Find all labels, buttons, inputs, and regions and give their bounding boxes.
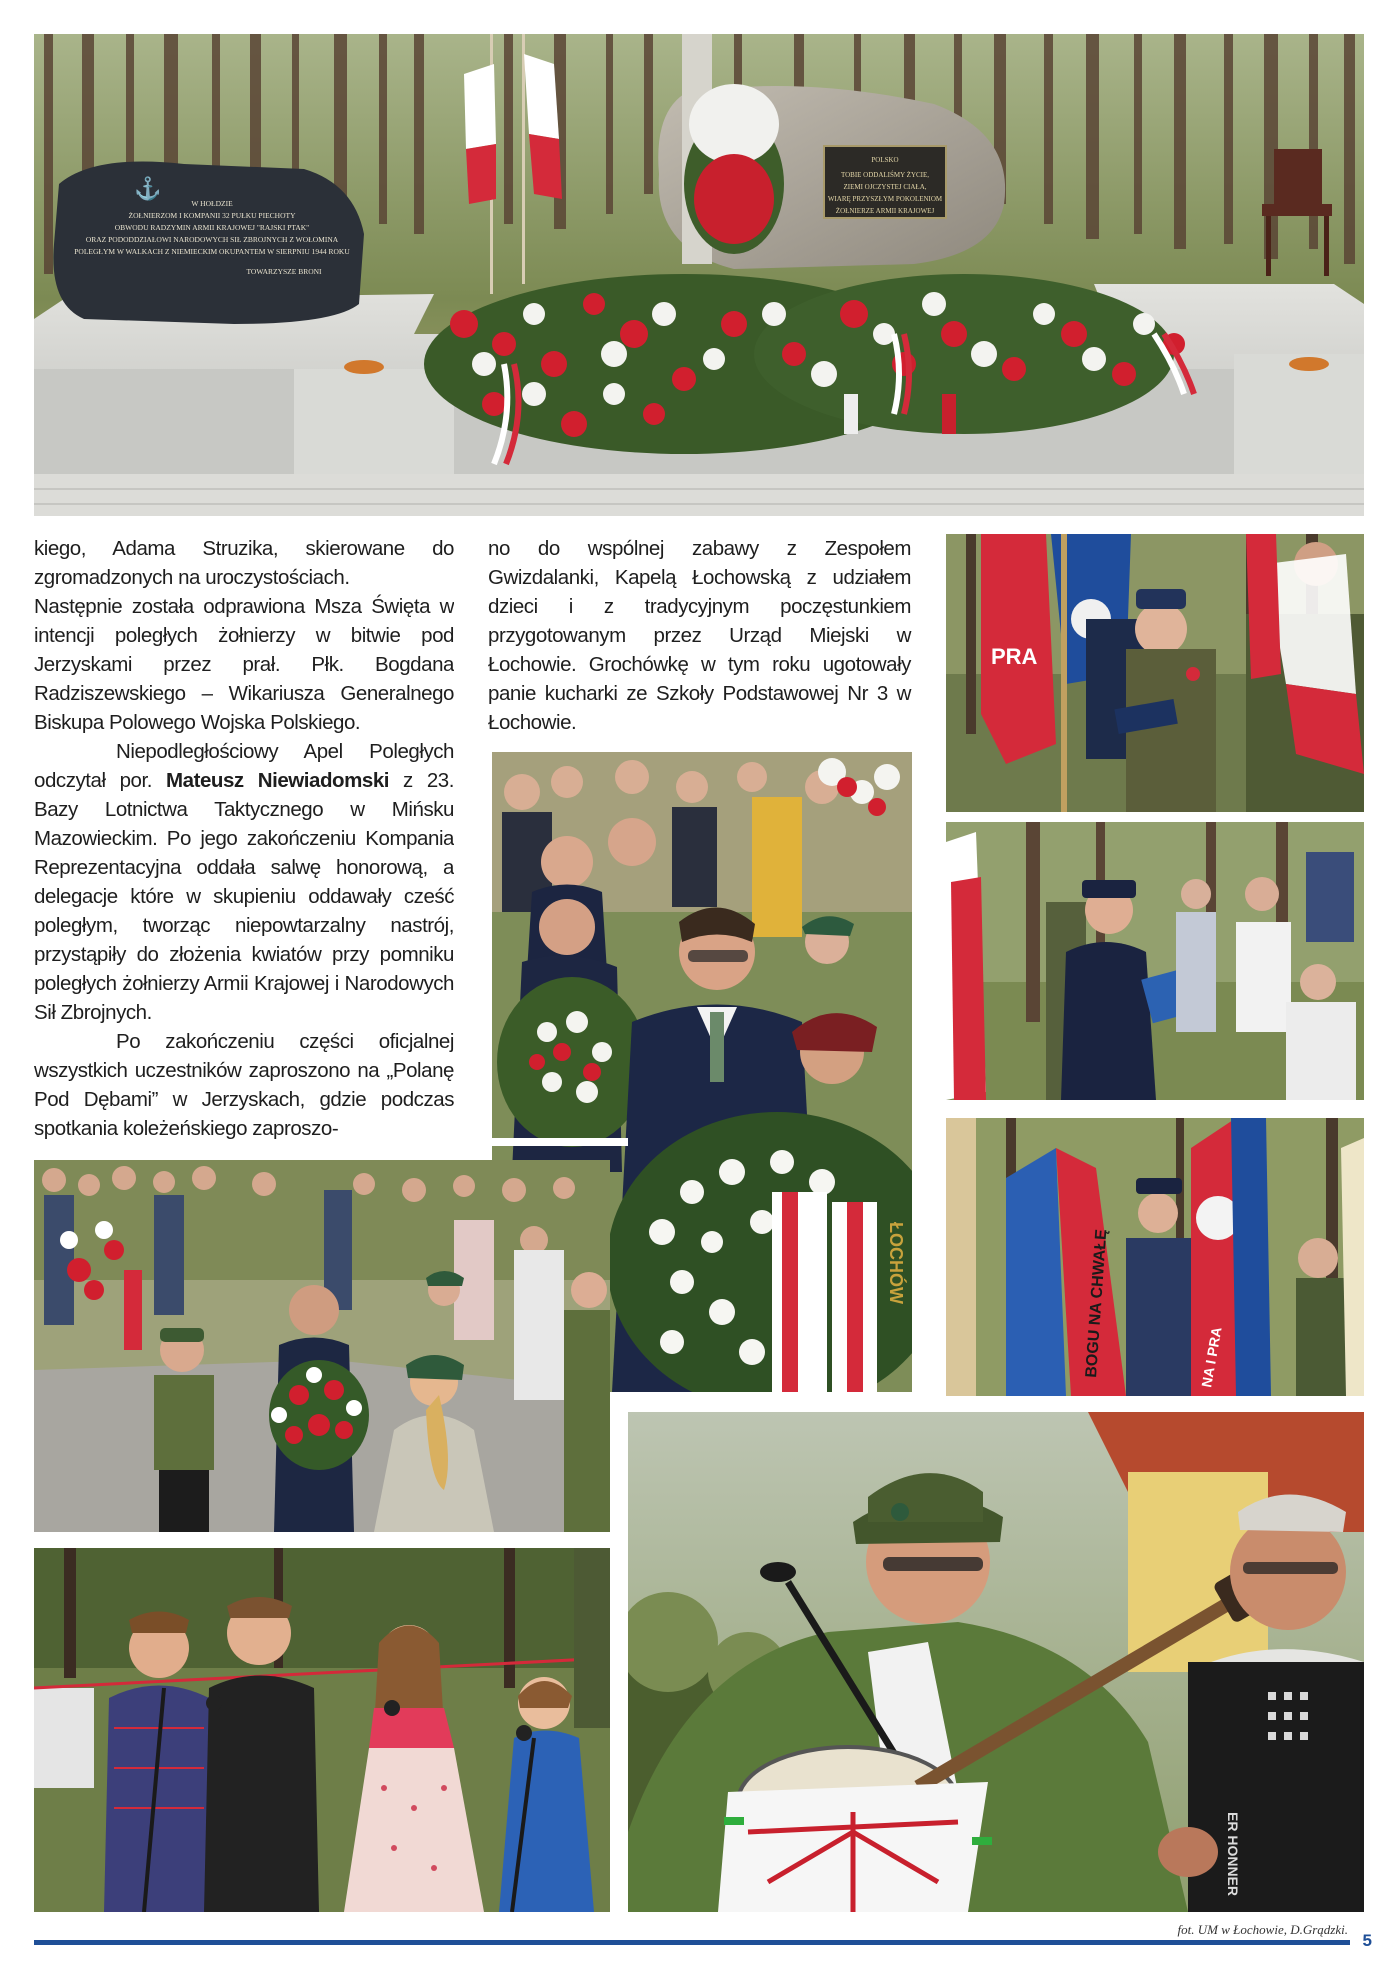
photo-band-musicians — [628, 1412, 1364, 1912]
footer-rule — [34, 1940, 1350, 1945]
plaque-right-line2: TOBIE ODDALIŚMY ŻYCIE, — [840, 171, 930, 179]
page-number: 5 — [1362, 1931, 1372, 1950]
plaque-left-line3: OBWODU RADZYMIN ARMII KRAJOWEJ "RAJSKI PTAK" — [114, 223, 310, 232]
kotwica-symbol: ⚓ — [134, 176, 162, 201]
banner-ojczyzna-text: NA I PRA — [1198, 1325, 1225, 1389]
banner-bogu-text: BOGU NA CHWAŁĘ — [1083, 1228, 1111, 1379]
flag-ribbon-text: PRA — [991, 644, 1038, 669]
photo-credit: fot. UM w Łochowie, D.Grądzki. — [1177, 1922, 1348, 1937]
photo-divider — [488, 1138, 628, 1146]
article-col1-p2: Następnie została odprawiona Msza Święta w intencji poległych żołnierzy w bitwie pod Jerzyskami przez prał. Płk. Bogdana Radziszewskiego – Wikariusza Generalnego Biskupa Polowego Wojska Polskiego. — [34, 595, 454, 734]
plaque-right-line1: POLSKO — [871, 156, 899, 164]
photo-flag-bearers — [946, 534, 1364, 812]
plaque-left-line4: ORAZ PODODDZIAŁOWI NARODOWYCH SIŁ ZBROJNYCH Z WOŁOMINA — [85, 235, 339, 244]
article-col1-p4: Po zakończeniu części oficjalnej wszystkich uczestników zaproszono na „Polanę Pod Dębami” w Jerzyskach, gdzie podczas spotkania koleżeńskiego zaproszo- — [34, 1030, 454, 1140]
plaque-right-line5: ŻOŁNIERZE ARMII KRAJOWEJ — [835, 207, 935, 215]
plaque-left-line6: TOWARZYSZE BRONI — [246, 267, 322, 276]
plaque-left-line2: ŻOŁNIERZOM I KOMPANII 32 PUŁKU PIECHOTY — [128, 211, 296, 220]
officer-name: Mateusz Niewiadomski — [166, 769, 390, 792]
photo-children-singing — [34, 1548, 610, 1912]
wreath-ribbon-text: ŁOCHÓW — [886, 1222, 906, 1304]
plaque-left-line5: POLEGŁYM W WALKACH Z NIEMIECKIM OKUPANTEM W SIERPNIU 1944 ROKU — [74, 247, 350, 256]
plaque-right-line4: WIARĘ PRZYSZŁYM POKOLENIOM — [827, 195, 943, 203]
photo-scouts — [34, 1160, 610, 1532]
article-col1-p1: kiego, Adama Struzika, skierowane do zgromadzonych na uroczystościach. — [34, 537, 454, 589]
article-column-1 — [34, 534, 454, 1140]
article-column-2 — [488, 534, 911, 737]
article-col1-p3: Niepodległościowy Apel Poległych odczytał por. Mateusz Niewiadomski z 23. Bazy Lotnictwa Taktycznego w Mińsku Mazowieckim. Po jego zakończeniu Kompania Reprezentacyjna oddała salwę honorową, a delegacje które w skupieniu oddawały cześć poległym, tworząc niepowtarzalny nastrój, przystąpiły do złożenia kwiatów przy pomniku poległych żołnierzy Armii Krajowej i Narodowych Sił Zbrojnych. — [34, 740, 454, 1024]
accordion-brand-text: ER HONNER — [1225, 1812, 1241, 1897]
plaque-right-line3: ZIEMI OJCZYSTEJ CIAŁA, — [843, 183, 927, 191]
photo-banners — [946, 1118, 1364, 1396]
photo-officer-reading — [946, 822, 1364, 1100]
article-col2-p1: no do wspólnej zabawy z Zespołem Gwizdalanki, Kapelą Łochowską z udziałem dzieci i z tradycyjnym poczęstunkiem przygotowanym przez Urząd Miejski w Łochowie. Grochówkę w tym roku ugotowały panie kucharki ze Szkoły Podstawowej Nr 3 w Łochowie. — [488, 537, 911, 734]
plaque-left-line1: W HOŁDZIE — [191, 199, 233, 208]
photo-monument — [34, 34, 1364, 516]
